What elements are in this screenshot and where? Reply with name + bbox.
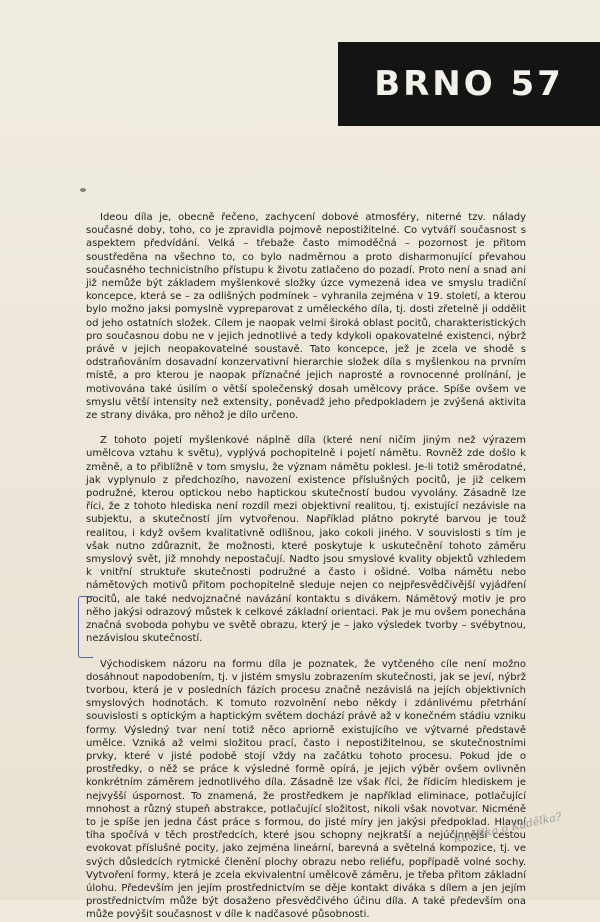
document-title: BRNO 57 — [374, 64, 564, 104]
title-banner — [338, 42, 600, 126]
paragraph-form: Východiskem názoru na formu díla je poznatek, že vytčeného cíle není možno dosáhnout napodobením, tj. v jistém smyslu zobrazením skutečnosti, jak se jeví, nýbrž tvorbou, která je v posledních fázích procesu značně nezávislá na jejích objektivních smyslových hodnotách. K tomuto rozvolnění nebo někdy i zdánlivému přetrhání souvislosti s optickým a haptickým světem dochází právě až v konečném stádiu vzniku formy. Výsledný tvar není totiž něco apriorně existujícího ve výtvarné představě umělce. Vzniká až velmi složitou prací, často i nepostižitelnou, se skutečnostními prvky, které v jisté podobě stojí vždy na začátku tohoto procesu. Pokud jde o prostředky, o něž se práce k výsledné formě opírá, je jejich výběr ovšem ovlivněn konkrétním záměrem jednotlivého díla. Zásadně lze však říci, že řídicím hlediskem je nejvyšší úspornost. To znamená, že prostředkem je například eliminace, potlačující mnohost a různý stupeň abstrakce, potlačující složitost, nikoli však novotvar. Nicméně to je spíše jen jedna část práce s formou, do jisté míry jen jakýsi předpoklad. Hlavní tíha spočívá v těch prostředcích, které jsou schopny nejkratší a nejúčinnější cestou evokovat příslušné pocity, jako zejména lineární, barevná a světelná kompozice, tj. ve svých důsledcích rytmické členění plochy obrazu nebo reliéfu, popřípadě volné sochy. Vytvoření formy, která je zcela ekvivalentní umělcově záměru, je třeba přitom základní úlohu. Především jen jejím prostřednictvím se děje kontakt diváka s dílem a jen jejím prostřednictvím může být dosaženo přesvědčivého účinu díla. A také především ona může povýšit současnost v díle k nadčasové působnosti. — [86, 658, 526, 921]
paragraph-idea: Ideou díla je, obecně řečeno, zachycení dobové atmosféry, niterné tzv. nálady současné doby, toho, co je zpravidla pojmově nepostižitelné. Co vytváří současnost s aspektem předvídání. Velká – třebaže často mimoděčná – pozornost je přitom soustředěna na všechno to, co bylo nadměrnou a proto disharmonující převahou současného technicistního přístupu k životu zatlačeno do pozadí. Proto není a snad ani již nemůže být základem myšlenkové složky úzce vymezená idea ve smyslu tradiční koncepce, která se – za odlišných podmínek – vyhranila zejména v 19. století, a kterou bylo možno jaksi pomyslně vypreparovat z uměleckého díla, tj. dosti zřetelně ji oddělit od jeho ostatních složek. Cílem je naopak velmi široká oblast pocitů, charakteristických pro současnou dobu ne v jejich jednotlivé a tedy kdykoli opakovatelné existenci, nýbrž právě v jejich neopakovatelné soustavě. Tato koncepce, jež je zcela ve shodě s odstraňováním dosavadní konzervativní hierarchie složek díla s myšlenkou na prvním místě, a pro kterou je naopak příznačné jejich naprosté a rovnocenné prolínání, je motivována také úsilím o větší společenský dosah umělcovy práce. Spíše ovšem ve smyslu větší intensity než extensity, poněvadž jeho předpokladem je zvýšená aktivita ze strany diváka, pro něhož je dílo určeno. — [86, 212, 526, 422]
handwritten-note: Kudělka ó Kudělka? — [452, 810, 563, 846]
article-body — [86, 211, 526, 922]
paper-speck — [80, 188, 86, 192]
pen-bracket-mark — [78, 596, 93, 658]
paragraph-theme: Z tohoto pojetí myšlenkové náplně díla (které není ničím jiným než výrazem umělcova vztahu k světu), vyplývá pochopitelně i pojetí námětu. Rovněž zde došlo k změně, a to přiblížně v tom smyslu, že význam námětu poklesl. Je-li totiž směrodatné, jak vyplynulo z předchozího, navození existence příslušných pocitů, je již celkem podružné, kterou optickou nebo haptickou skutečností budou vyvolány. Zásadně lze říci, že z tohoto hlediska není rozdíl mezi objektivní realitou, tj. existující nezávisle na subjektu, a skutečností jím vytvořenou. Například plátno pokryté barvou je touž realitou, i když ovšem kvalitativně odlišnou, jako cokoli jiného. V souvislosti s tím je však nutno zdůraznit, že možnosti, které poskytuje k uskutečnění tohoto záměru smyslový svět, již mnohdy nepostačují. Nadto jsou smyslové kvality objektů vzhledem k vnitřní struktuře skutečnosti podružné a často i ošidné. Volba námětu nebo námětových motivů přitom pochopitelně sleduje nejen co nejpřesvědčivější vyjádření pocitů, ale také nedvojznačné navázání kontaktu s divákem. Námětový motiv je pro něho jakýsi odrazový můstek k celkové základní orientaci. Pak je mu ovšem ponechána značná svoboda pohybu ve světě obrazu, který je – jako výsledek tvorby – svébytnou, nezávislou skutečností. — [86, 435, 526, 645]
